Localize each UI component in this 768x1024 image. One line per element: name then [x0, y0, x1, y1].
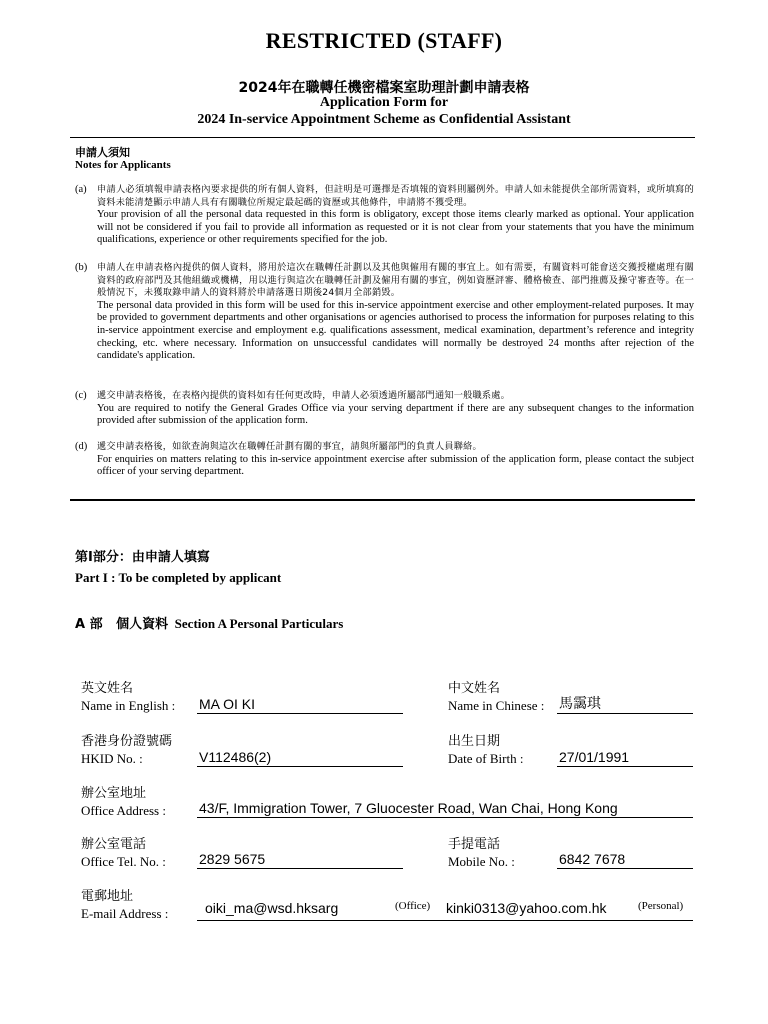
note-text-chinese: 申請人在申請表格內提供的個人資料，將用於這次在職轉任計劃以及其他與僱用有關的事宜上。如有需要，有關資料可能會送交獲授權處理有關資料的政府部門及其他組織或機構，用以進行與這次在職轉任計劃及僱用有關的事宜，例如資歷評審、體格檢查、部門推薦及操守審查等。在一般情況下，未獲取錄申請人的資料將於申請落選日期後24個月全部銷毀。: [97, 262, 694, 299]
note-text-chinese: 申請人必須填報申請表格內要求提供的所有個人資料，但註明是可選擇是否填報的資料則屬例外。申請人如未能提供全部所需資料，或所填寫的資料未能清楚顯示申請人具有有關職位所規定最起碼的資歷或其他條件，申請將不獲受理。: [97, 184, 694, 208]
note-text-chinese: 遞交申請表格後，如欲查詢與這次在職轉任計劃有關的事宜，請與所屬部門的負責人員聯絡。: [97, 441, 482, 452]
note-marker: (b): [75, 262, 88, 273]
email-personal-field[interactable]: kinki0313@yahoo.com.hk: [446, 900, 607, 916]
name-english-label-english: Name in English :: [81, 698, 176, 713]
note-text-chinese: 遞交申請表格後，在表格內提供的資料如有任何更改時，申請人必須透過所屬部門通知一般職系處。: [97, 390, 511, 401]
email-label-english: E-mail Address :: [81, 906, 169, 921]
note-text-english: The personal data provided in this form will be used for this in-service appointment exercise and other employment-related purposes. It may be provided to government departments and other organisations or agencies authorised to process the information for purposes relating to this in-service appointment exercise and employment e.g. qualifications assessment, medical examination, department’s reference and integrity checking, etc. where necessary. Information on unsuccessful candidates will normally be destroyed 24 months after rejection of the candidate's application.: [97, 299, 694, 362]
email-office-tag: (Office): [395, 900, 431, 912]
hkid-label-english: HKID No. :: [81, 751, 143, 766]
part-title-english: Part I : To be completed by applicant: [75, 570, 282, 585]
dob-label-english: Date of Birth :: [448, 751, 524, 766]
mobile-label-chinese: 手提電話: [448, 837, 501, 852]
name-chinese-field[interactable]: 馬靄琪: [557, 696, 693, 714]
name-english-field[interactable]: MA OI KI: [197, 696, 403, 714]
note-d: [75, 441, 695, 481]
note-text-english: For enquiries on matters relating to this in-service appointment exercise after submission of the application form, please contact the subject officer of your serving department.: [97, 453, 694, 478]
hkid-field[interactable]: V112486(2): [197, 749, 403, 767]
notes-divider: [70, 499, 695, 501]
office-tel-field[interactable]: 2829 5675: [197, 851, 403, 869]
mobile-field[interactable]: 6842 7678: [557, 851, 693, 869]
notes-heading-chinese: 申請人須知: [75, 146, 130, 159]
office-address-label-chinese: 辦公室地址: [81, 786, 147, 801]
email-label: [81, 888, 168, 922]
dob-label: [448, 733, 523, 767]
part-title-chinese: 第I部分：由申請人填寫: [75, 550, 210, 565]
dob-label-chinese: 出生日期: [448, 734, 501, 749]
name-chinese-label-english: Name in Chinese :: [448, 698, 545, 713]
hkid-label-chinese: 香港身份證號碼: [81, 734, 173, 749]
note-b: [75, 262, 695, 377]
email-personal-tag: (Personal): [638, 900, 684, 912]
note-marker: (a): [75, 184, 87, 195]
name-chinese-label: [448, 680, 544, 714]
form-title-english-line2: 2024 In-service Appointment Scheme as Confidential Assistant: [197, 112, 571, 127]
name-chinese-label-chinese: 中文姓名: [448, 681, 501, 696]
section-a-heading: [75, 613, 343, 632]
form-title-chinese: 2024年在職轉任機密檔案室助理計劃申請表格: [238, 80, 530, 96]
name-english-label: [81, 680, 175, 714]
office-address-label: [81, 785, 166, 819]
dob-field[interactable]: 27/01/1991: [557, 749, 693, 767]
notes-heading: [75, 146, 171, 172]
office-tel-label: [81, 836, 166, 870]
note-text-english: Your provision of all the personal data requested in this form is obligatory, except those items clearly marked as optional. Your application will not be considered if you fail to provide all information as requested or it is not clear from your statements that you have the minimum qualifications, experience or other requirements specified for the job.: [97, 209, 694, 246]
email-office-field[interactable]: oiki_ma@wsd.hksarg: [205, 900, 339, 916]
office-address-field[interactable]: 43/F, Immigration Tower, 7 Gluocester Road, Wan Chai, Hong Kong: [197, 800, 693, 818]
notes-heading-english: Notes for Applicants: [75, 159, 171, 171]
office-address-label-english: Office Address :: [81, 803, 166, 818]
document-classification: RESTRICTED (STAFF): [265, 28, 503, 53]
header-divider: [70, 137, 695, 138]
note-marker: (c): [75, 390, 87, 401]
office-tel-label-chinese: 辦公室電話: [81, 837, 147, 852]
mobile-label-english: Mobile No. :: [448, 854, 515, 869]
section-a-label-english: Section A Personal Particulars: [174, 616, 344, 631]
form-title-english-line1: Application Form for: [319, 95, 449, 110]
office-tel-label-english: Office Tel. No. :: [81, 854, 166, 869]
section-a-label-chinese: A 部 個人資料: [75, 617, 169, 632]
hkid-label: [81, 733, 172, 767]
note-marker: (d): [75, 441, 88, 452]
note-c: [75, 390, 695, 430]
email-label-chinese: 電郵地址: [81, 889, 134, 904]
note-a: [75, 184, 695, 250]
name-english-label-chinese: 英文姓名: [81, 681, 134, 696]
mobile-label: [448, 836, 515, 870]
note-text-english: You are required to notify the General Grades Office via your serving department if there are any subsequent changes to the information provided after submission of the application form.: [97, 402, 694, 427]
